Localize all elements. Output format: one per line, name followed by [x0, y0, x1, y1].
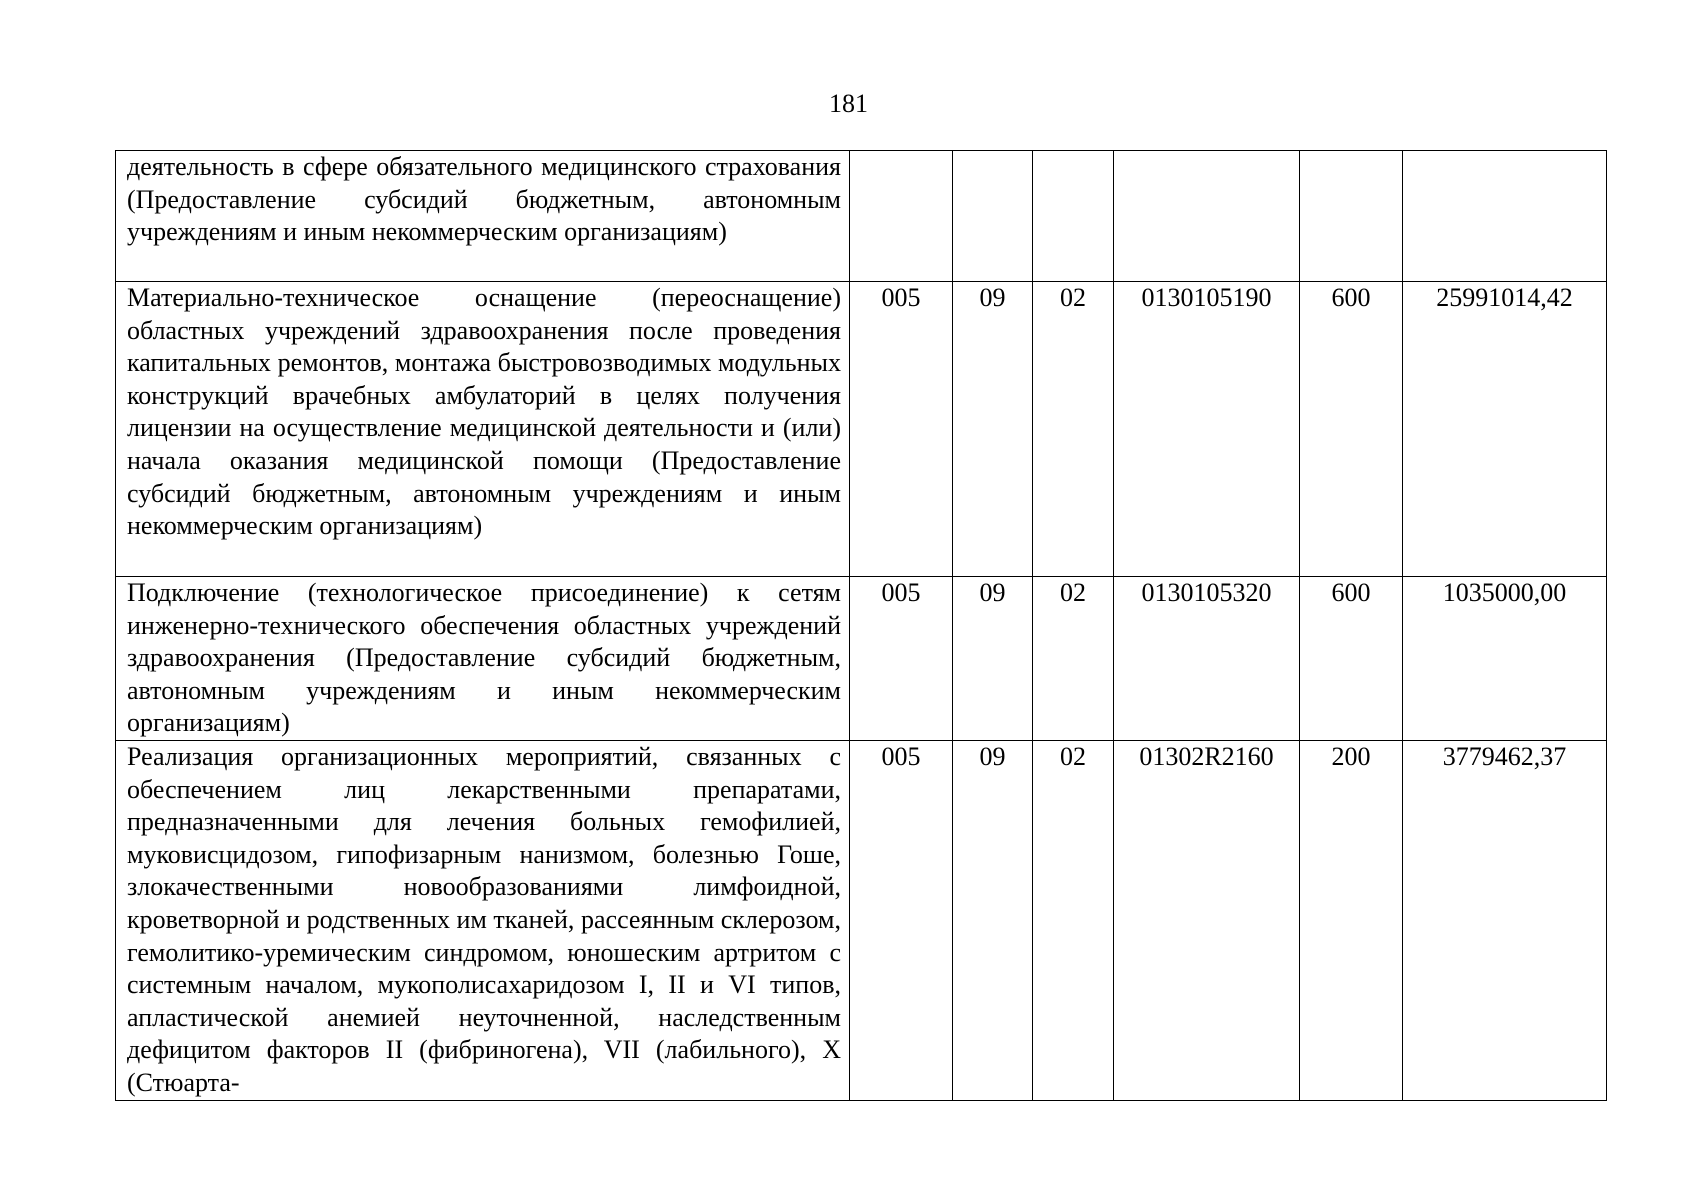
target-article-code	[1114, 151, 1300, 282]
table-row	[116, 741, 1607, 1101]
subsection-code: 02	[1033, 282, 1114, 577]
amount-value: 1035000,00	[1403, 577, 1607, 741]
row-description: Подключение (технологическое присоединение) к сетям инженерно-технического обеспечения областных учреждений здравоохранения (Предоставление субсидий бюджетным, автономным учреждениям и иным некоммерческим организациям)	[116, 577, 850, 741]
ministry-code: 005	[850, 741, 953, 1101]
table-row	[116, 577, 1607, 741]
subsection-code: 02	[1033, 741, 1114, 1101]
row-description: Материально-техническое оснащение (переоснащение) областных учреждений здравоохранения после проведения капитальных ремонтов, монтажа быстровозводимых модульных конструкций врачебных амбулаторий в целях получения лицензии на осуществление медицинской деятельности и (или) начала оказания медицинской помощи (Предоставление субсидий бюджетным, автономным учреждениям и иным некоммерческим организациям)	[116, 282, 850, 577]
amount-value: 25991014,42	[1403, 282, 1607, 577]
target-article-code: 01302R2160	[1114, 741, 1300, 1101]
table-row	[116, 282, 1607, 577]
table-row	[116, 151, 1607, 282]
expense-type-code	[1300, 151, 1403, 282]
page-number: 181	[829, 89, 868, 118]
ministry-code	[850, 151, 953, 282]
row-description: Реализация организационных мероприятий, связанных с обеспечением лиц лекарственными препаратами, предназначенными для лечения больных гемофилией, муковисцидозом, гипофизарным нанизмом, болезнью Гоше, злокачественными новообразованиями лимфоидной, кроветворной и родственных им тканей, рассеянным склерозом, гемолитико-уремическим синдромом, юношеским артритом с системным началом, мукополисахаридозом I, II и VI типов, апластической анемией неуточненной, наследственным дефицитом факторов II (фибриногена), VII (лабильного), X (Стюарта-	[116, 741, 850, 1101]
ministry-code: 005	[850, 577, 953, 741]
expense-type-code: 200	[1300, 741, 1403, 1101]
section-code: 09	[953, 741, 1033, 1101]
ministry-code: 005	[850, 282, 953, 577]
target-article-code: 0130105320	[1114, 577, 1300, 741]
section-code: 09	[953, 282, 1033, 577]
amount-value	[1403, 151, 1607, 282]
expense-type-code: 600	[1300, 577, 1403, 741]
budget-table	[115, 150, 1607, 1101]
expense-type-code: 600	[1300, 282, 1403, 577]
amount-value: 3779462,37	[1403, 741, 1607, 1101]
section-code: 09	[953, 577, 1033, 741]
section-code	[953, 151, 1033, 282]
subsection-code: 02	[1033, 577, 1114, 741]
target-article-code: 0130105190	[1114, 282, 1300, 577]
row-description: деятельность в сфере обязательного медицинского страхования (Предоставление субсидий бюджетным, автономным учреждениям и иным некоммерческим организациям)	[116, 151, 850, 282]
subsection-code	[1033, 151, 1114, 282]
